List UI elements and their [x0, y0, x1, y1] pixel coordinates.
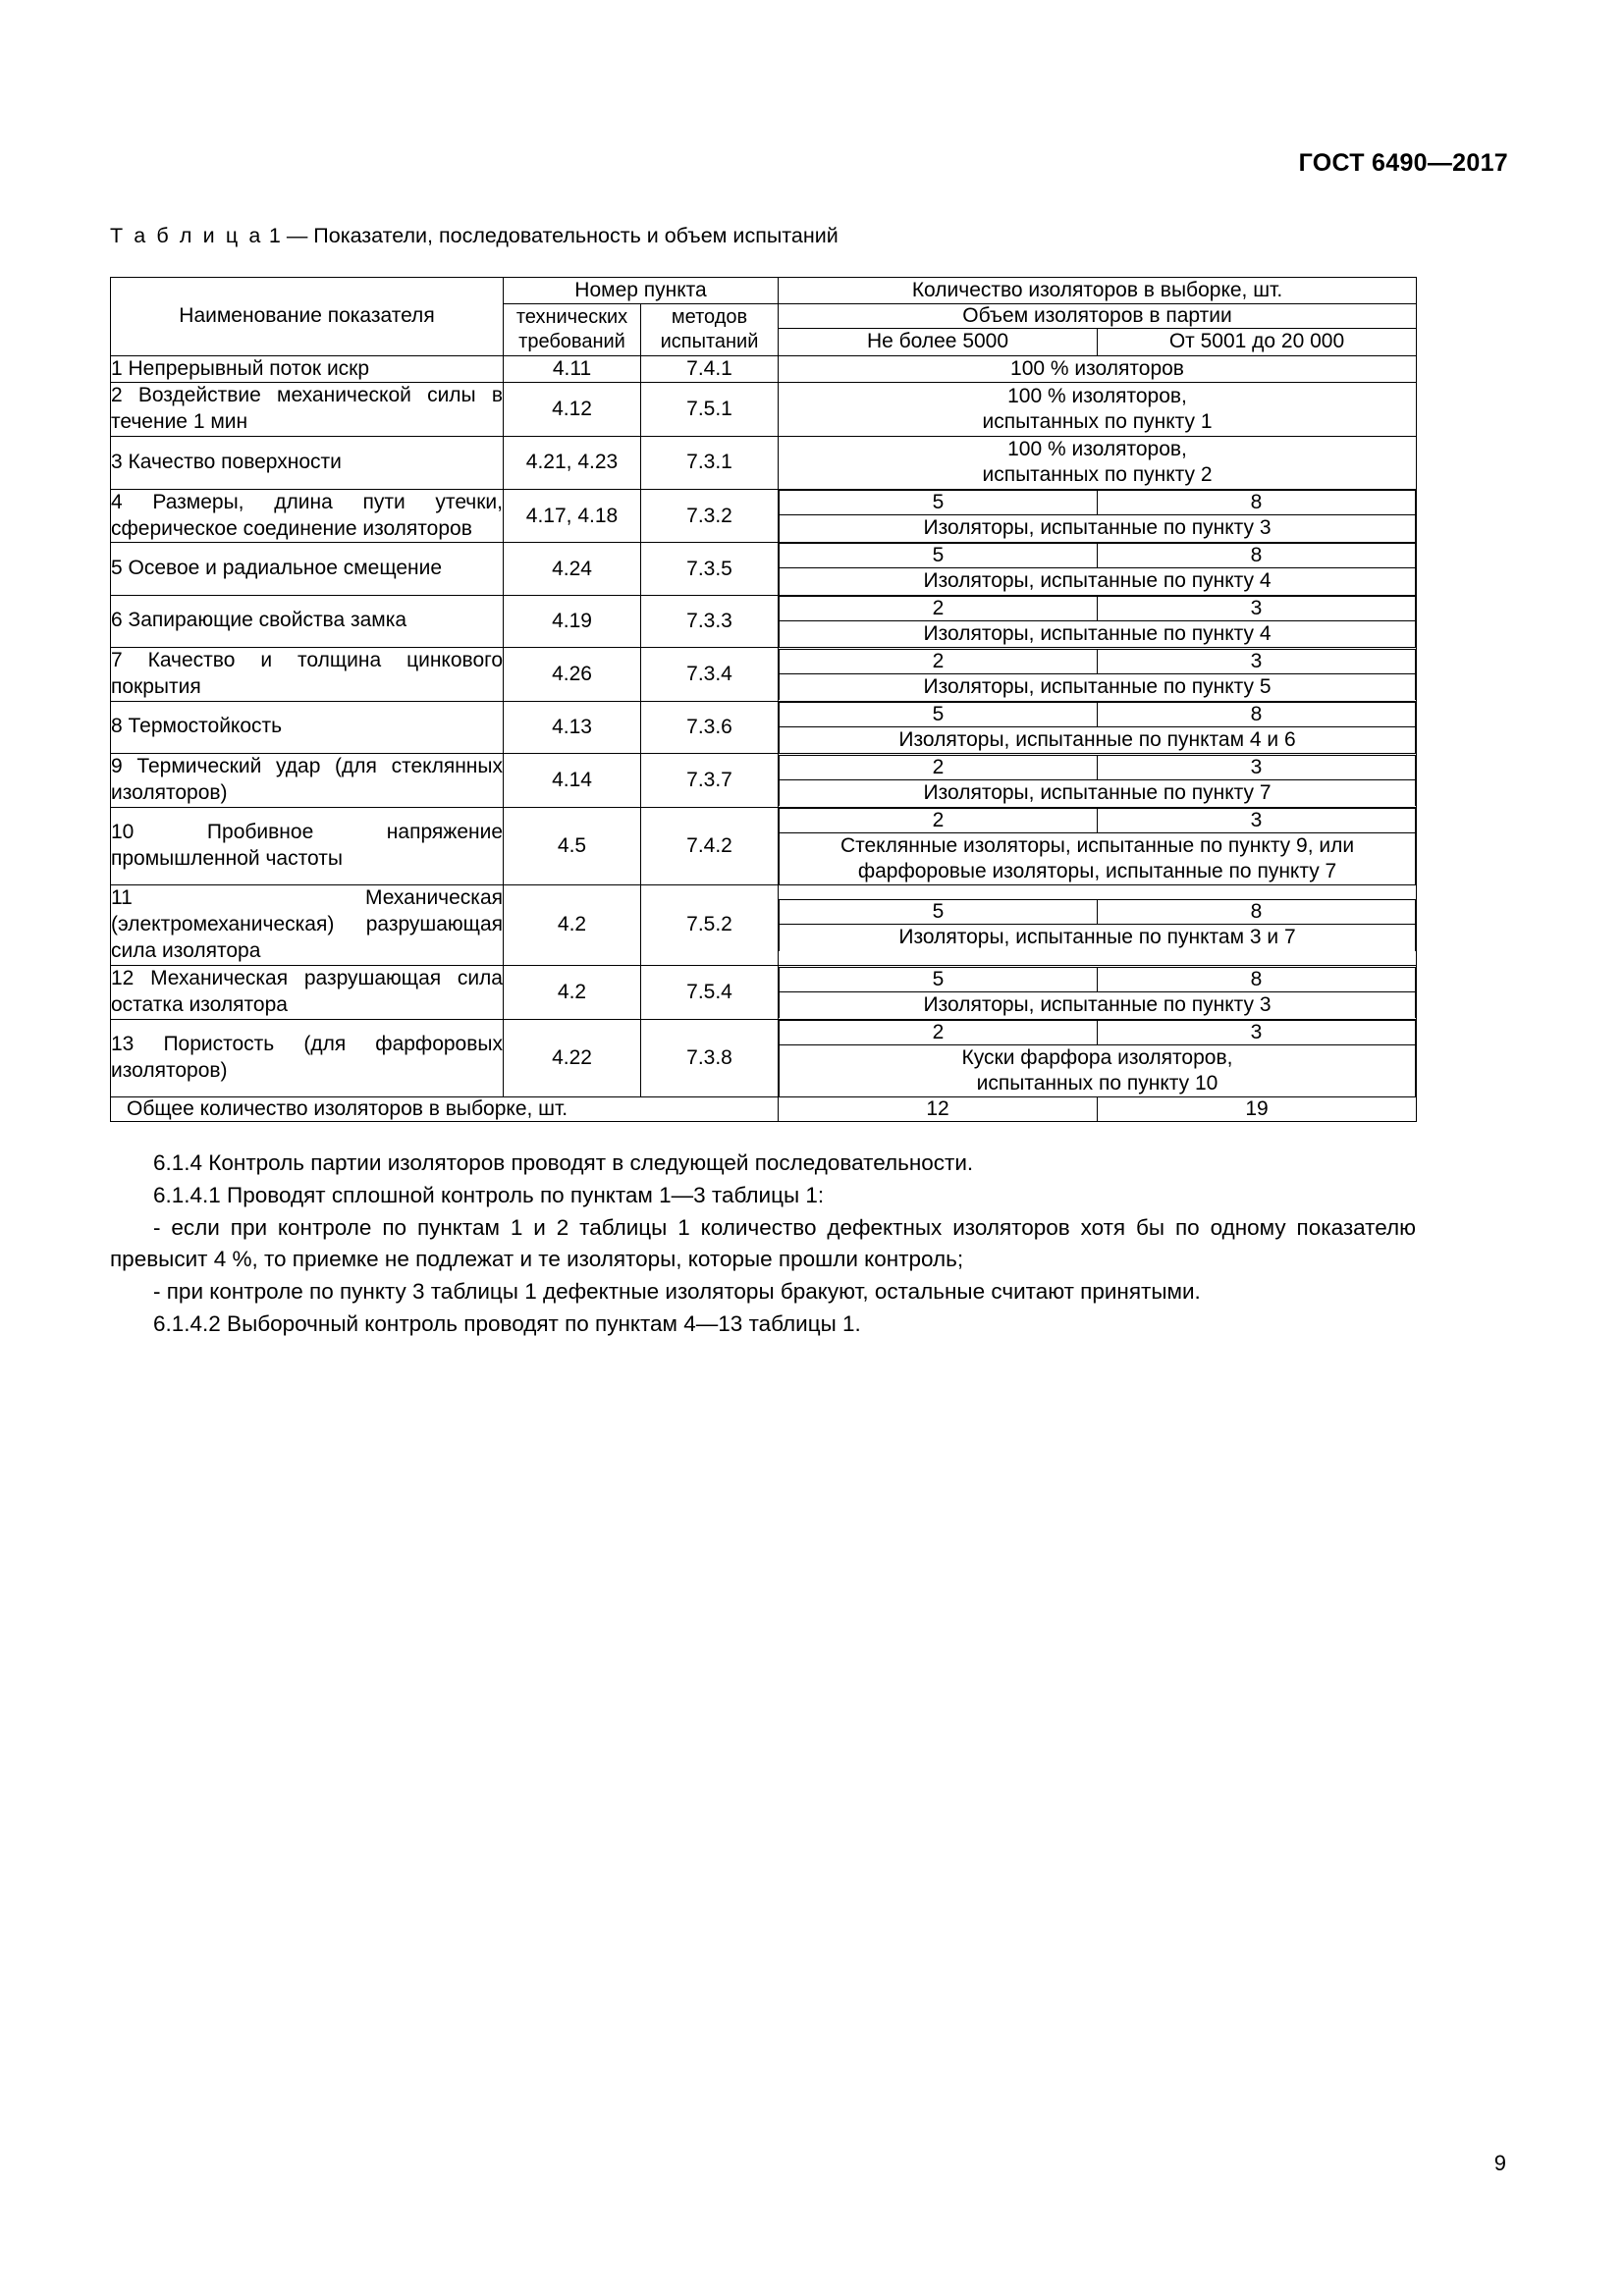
cell-qty-note: Изоляторы, испытанные по пункту 5 — [780, 673, 1416, 700]
cell-qty-from: 3 — [1098, 596, 1416, 620]
cell-qty-from: 8 — [1098, 491, 1416, 515]
quantity-subtable — [779, 702, 1416, 753]
page-number: 9 — [1493, 2151, 1506, 2175]
quantity-subtable — [779, 967, 1416, 1018]
cell-qty-from: 8 — [1098, 900, 1416, 925]
quantity-subtable — [779, 1020, 1416, 1097]
quantity-subtable — [779, 755, 1416, 806]
table-caption-dash: — — [286, 224, 308, 247]
header-cell-clause-group: Номер пункта — [504, 278, 779, 304]
cell-quantity-block — [779, 701, 1417, 753]
cell-quantity-block — [779, 965, 1417, 1019]
header-cell-col-from: От 5001 до 20 000 — [1098, 329, 1417, 355]
cell-qty-note: Изоляторы, испытанные по пункту 4 — [780, 568, 1416, 595]
table-caption-text: Показатели, последовательность и объем испытаний — [313, 224, 839, 247]
quantity-note-row — [780, 515, 1416, 542]
cell-clause-tech: 4.22 — [504, 1019, 641, 1097]
cell-indicator-name: 13 Пористость (для фарфоровых изоляторов) — [111, 1019, 504, 1097]
cell-clause-methods: 7.5.2 — [641, 885, 779, 966]
quantity-note-row — [780, 673, 1416, 700]
header-quantity-line: Количество изоляторов в выборке, шт. — [911, 279, 1283, 301]
cell-clause-tech: 4.17, 4.18 — [504, 489, 641, 543]
cell-indicator-name: 9 Термический удар (для стеклянных изоляторов) — [111, 753, 504, 807]
cell-total-label: Общее количество изоляторов в выборке, шт. — [111, 1097, 779, 1122]
cell-qty-upto: 2 — [780, 649, 1098, 673]
quantity-row — [780, 702, 1416, 726]
quantity-row — [780, 808, 1416, 832]
paragraph-bullet-2: - при контроле по пункту 3 таблицы 1 дефектные изоляторы бракуют, остальные считают принятыми. — [153, 1278, 1201, 1304]
cell-quantity-block — [779, 1019, 1417, 1097]
quantity-subtable — [779, 899, 1416, 950]
cell-clause-tech: 4.12 — [504, 383, 641, 437]
cell-clause-methods: 7.3.6 — [641, 701, 779, 753]
cell-qty-upto: 2 — [780, 755, 1098, 779]
table-row — [111, 383, 1417, 437]
cell-clause-methods: 7.5.1 — [641, 383, 779, 437]
table-row — [111, 489, 1417, 543]
quantity-row — [780, 649, 1416, 673]
header-cell-clause-methods: методов испытаний — [641, 304, 779, 355]
cell-total-from: 19 — [1098, 1097, 1417, 1122]
cell-quantity-block — [779, 753, 1417, 807]
cell-qty-note: Стеклянные изоляторы, испытанные по пункту 9, или фарфоровые изоляторы, испытанные по пункту 7 — [780, 832, 1416, 884]
cell-qty-from: 3 — [1098, 1020, 1416, 1044]
table-total-row — [111, 1097, 1417, 1122]
cell-clause-methods: 7.5.4 — [641, 965, 779, 1019]
cell-clause-tech: 4.24 — [504, 543, 641, 595]
cell-qty-note: Изоляторы, испытанные по пункту 7 — [780, 779, 1416, 806]
table-row — [111, 1019, 1417, 1097]
table-row — [111, 753, 1417, 807]
table-row — [111, 355, 1417, 383]
quantity-subtable — [779, 808, 1416, 885]
cell-qty-from: 8 — [1098, 967, 1416, 991]
quantity-subtable — [779, 649, 1416, 700]
header-cell-quantity-group — [779, 278, 1417, 304]
cell-clause-methods: 7.3.8 — [641, 1019, 779, 1097]
cell-clause-methods: 7.3.7 — [641, 753, 779, 807]
cell-quantity-span: 100 % изоляторов, испытанных по пункту 2 — [779, 437, 1417, 490]
paragraph-bullet-1: - если при контроле по пунктам 1 и 2 таблицы 1 количество дефектных изоляторов хотя бы по одному показателю превысит 4 %, то приемке не подлежат и те изоляторы, которые прошли контроль; — [110, 1214, 1416, 1271]
cell-qty-note: Куски фарфора изоляторов, испытанных по пункту 10 — [780, 1044, 1416, 1096]
table-row — [111, 647, 1417, 701]
cell-clause-tech: 4.14 — [504, 753, 641, 807]
quantity-note-row — [780, 991, 1416, 1018]
cell-qty-note: Изоляторы, испытанные по пунктам 4 и 6 — [780, 726, 1416, 753]
cell-indicator-name: 2 Воздействие механической силы в течение 1 мин — [111, 383, 504, 437]
cell-indicator-name: 6 Запирающие свойства замка — [111, 595, 504, 647]
page-header-standard: ГОСТ 6490—2017 — [1298, 149, 1508, 177]
cell-clause-tech: 4.11 — [504, 355, 641, 383]
quantity-subtable — [779, 543, 1416, 594]
quantity-note-row — [780, 568, 1416, 595]
cell-qty-from: 3 — [1098, 649, 1416, 673]
quantity-row — [780, 967, 1416, 991]
paragraph-6-1-4: 6.1.4 Контроль партии изоляторов проводят в следующей последовательности. — [153, 1150, 974, 1175]
cell-qty-note: Изоляторы, испытанные по пункту 3 — [780, 515, 1416, 542]
cell-indicator-name: 5 Осевое и радиальное смещение — [111, 543, 504, 595]
cell-clause-tech: 4.2 — [504, 885, 641, 966]
header-cell-batch-volume: Объем изоляторов в партии — [779, 304, 1417, 329]
cell-quantity-span: 100 % изоляторов, испытанных по пункту 1 — [779, 383, 1417, 437]
cell-indicator-name: 8 Термостойкость — [111, 701, 504, 753]
quantity-row — [780, 755, 1416, 779]
table-row — [111, 543, 1417, 595]
quantity-note-row — [780, 779, 1416, 806]
quantity-note-row — [780, 925, 1416, 951]
header-cell-col-upto: Не более 5000 — [779, 329, 1098, 355]
cell-qty-note: Изоляторы, испытанные по пункту 3 — [780, 991, 1416, 1018]
cell-qty-from: 8 — [1098, 544, 1416, 568]
cell-clause-methods: 7.3.4 — [641, 647, 779, 701]
quantity-note-row — [780, 726, 1416, 753]
cell-clause-methods: 7.3.1 — [641, 437, 779, 490]
cell-qty-upto: 5 — [780, 702, 1098, 726]
cell-indicator-name: 11 Механическая (электромеханическая) разрушающая сила изолятора — [111, 885, 504, 966]
quantity-row — [780, 900, 1416, 925]
cell-qty-note: Изоляторы, испытанные по пунктам 3 и 7 — [780, 925, 1416, 951]
paragraph-6-1-4-2: 6.1.4.2 Выборочный контроль проводят по пунктам 4—13 таблицы 1. — [153, 1310, 861, 1336]
cell-qty-upto: 2 — [780, 1020, 1098, 1044]
cell-indicator-name: 10 Пробивное напряжение промышленной частоты — [111, 807, 504, 885]
cell-qty-upto: 5 — [780, 900, 1098, 925]
table-row — [111, 807, 1417, 885]
quantity-subtable — [779, 490, 1416, 541]
cell-quantity-block — [779, 885, 1417, 966]
cell-clause-tech: 4.5 — [504, 807, 641, 885]
quantity-note-row — [780, 620, 1416, 647]
table-row — [111, 701, 1417, 753]
cell-qty-upto: 2 — [780, 808, 1098, 832]
table-header-row-1 — [111, 278, 1417, 304]
cell-qty-upto: 5 — [780, 491, 1098, 515]
table-row — [111, 595, 1417, 647]
cell-clause-tech: 4.21, 4.23 — [504, 437, 641, 490]
cell-clause-tech: 4.19 — [504, 595, 641, 647]
cell-quantity-block — [779, 489, 1417, 543]
cell-quantity-span: 100 % изоляторов — [779, 355, 1417, 383]
quantity-row — [780, 1020, 1416, 1044]
cell-clause-methods: 7.3.2 — [641, 489, 779, 543]
cell-clause-tech: 4.13 — [504, 701, 641, 753]
cell-clause-tech: 4.2 — [504, 965, 641, 1019]
quantity-note-row — [780, 832, 1416, 884]
cell-quantity-block — [779, 647, 1417, 701]
body-text-block — [110, 1148, 1416, 1341]
paragraph-6-1-4-1: 6.1.4.1 Проводят сплошной контроль по пунктам 1—3 таблицы 1: — [153, 1182, 825, 1207]
cell-qty-from: 3 — [1098, 808, 1416, 832]
cell-indicator-name: 1 Непрерывный поток искр — [111, 355, 504, 383]
quantity-row — [780, 596, 1416, 620]
quantity-row — [780, 491, 1416, 515]
cell-quantity-block — [779, 595, 1417, 647]
cell-clause-methods: 7.4.1 — [641, 355, 779, 383]
table-caption — [110, 224, 839, 248]
cell-qty-upto: 5 — [780, 544, 1098, 568]
table-row — [111, 965, 1417, 1019]
cell-clause-methods: 7.3.3 — [641, 595, 779, 647]
cell-qty-from: 3 — [1098, 755, 1416, 779]
requirements-table — [110, 277, 1417, 1122]
cell-indicator-name: 4 Размеры, длина пути утечки, сферическое соединение изоляторов — [111, 489, 504, 543]
cell-clause-methods: 7.3.5 — [641, 543, 779, 595]
table-caption-label: Т а б л и ц а — [110, 224, 263, 247]
cell-quantity-block — [779, 543, 1417, 595]
cell-clause-tech: 4.26 — [504, 647, 641, 701]
table-caption-number: 1 — [268, 224, 281, 247]
table-body — [111, 355, 1417, 1122]
cell-indicator-name: 7 Качество и толщина цинкового покрытия — [111, 647, 504, 701]
cell-qty-upto: 2 — [780, 596, 1098, 620]
table-row — [111, 885, 1417, 966]
cell-qty-note: Изоляторы, испытанные по пункту 4 — [780, 620, 1416, 647]
cell-qty-upto: 5 — [780, 967, 1098, 991]
cell-total-upto: 12 — [779, 1097, 1098, 1122]
cell-indicator-name: 3 Качество поверхности — [111, 437, 504, 490]
quantity-row — [780, 544, 1416, 568]
cell-qty-from: 8 — [1098, 702, 1416, 726]
cell-clause-methods: 7.4.2 — [641, 807, 779, 885]
cell-indicator-name: 12 Механическая разрушающая сила остатка изолятора — [111, 965, 504, 1019]
quantity-note-row — [780, 1044, 1416, 1096]
header-cell-clause-tech: технических требований — [504, 304, 641, 355]
cell-quantity-block — [779, 807, 1417, 885]
table-row — [111, 437, 1417, 490]
header-cell-name: Наименование показателя — [111, 278, 504, 356]
quantity-subtable — [779, 596, 1416, 647]
